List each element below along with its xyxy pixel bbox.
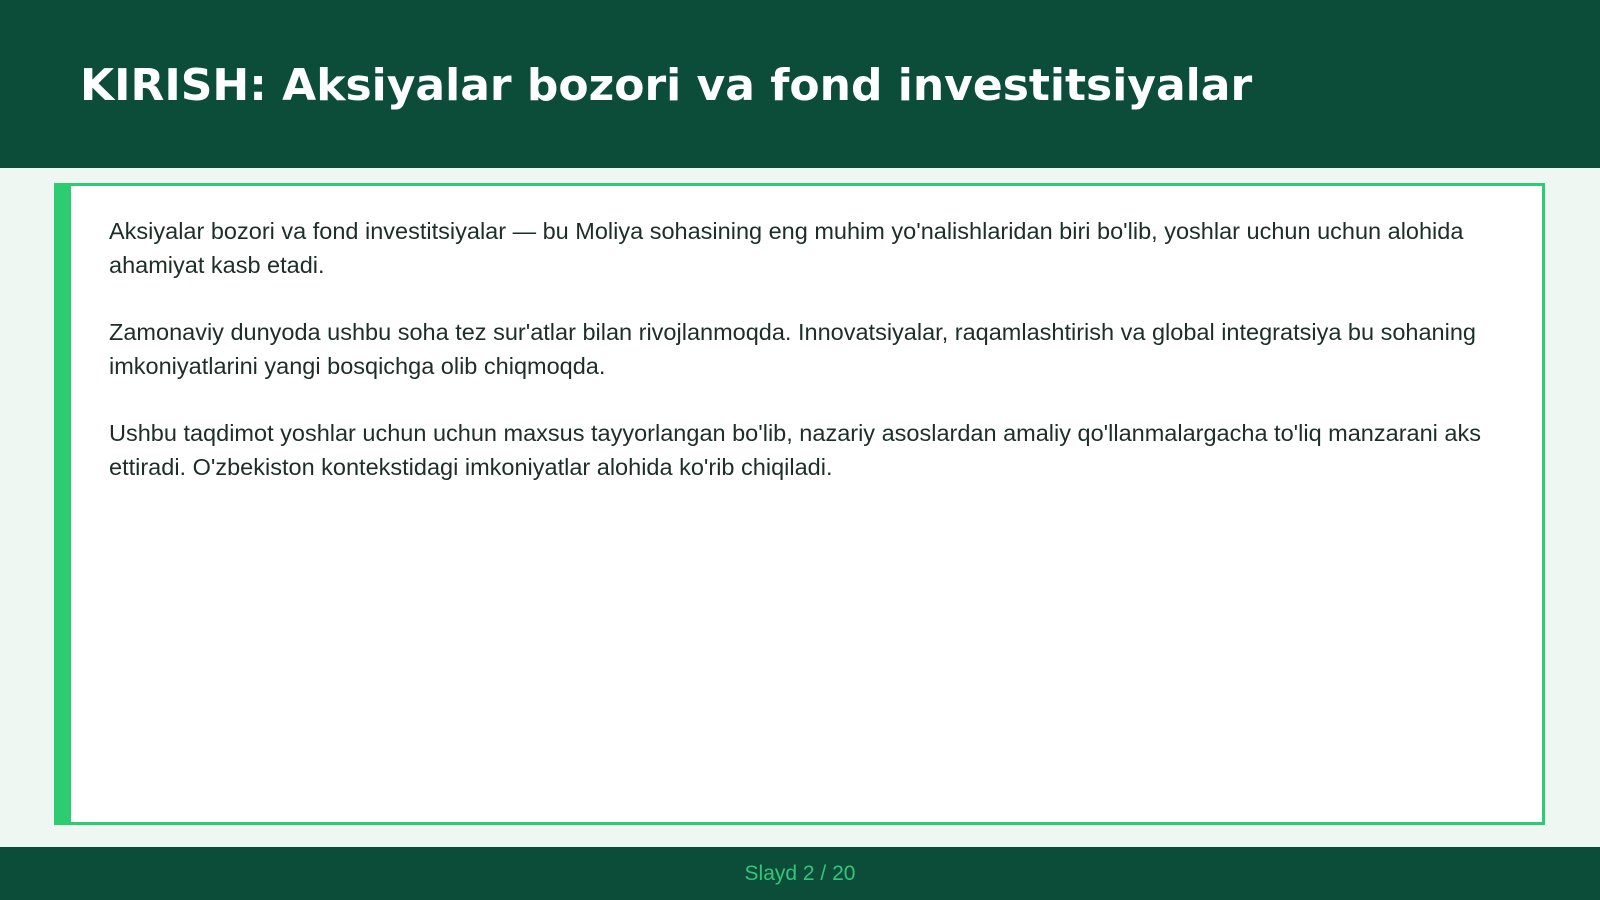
slide-footer (0, 847, 1600, 900)
paragraph-3: Ushbu taqdimot yoshlar uchun uchun maxsus tayyorlangan bo'lib, nazariy asoslardan amaliy qo'llanmalargacha to'liq manzarani aks ettiradi. O'zbekiston kontekstidagi imkoniyatlar alohida ko'rib chiqiladi. (109, 420, 1481, 480)
paragraph-1: Aksiyalar bozori va fond investitsiyalar — bu Moliya sohasining eng muhim yo'nalishlaridan biri bo'lib, yoshlar uchun uchun alohida ahamiyat kasb etadi. (109, 218, 1464, 278)
paragraph-2: Zamonaviy dunyoda ushbu soha tez sur'atlar bilan rivojlanmoqda. Innovatsiyalar, raqamlashtirish va global integratsiya bu sohaning imkoniyatlarini yangi bosqichga olib chiqmoqda. (109, 319, 1476, 379)
content-body (109, 214, 1509, 517)
slide-counter: Slayd 2 / 20 (744, 862, 856, 885)
slide-title: KIRISH: Aksiyalar bozori va fond investitsiyalar (80, 60, 1253, 111)
content-card (54, 183, 1545, 825)
slide-header (0, 0, 1600, 168)
